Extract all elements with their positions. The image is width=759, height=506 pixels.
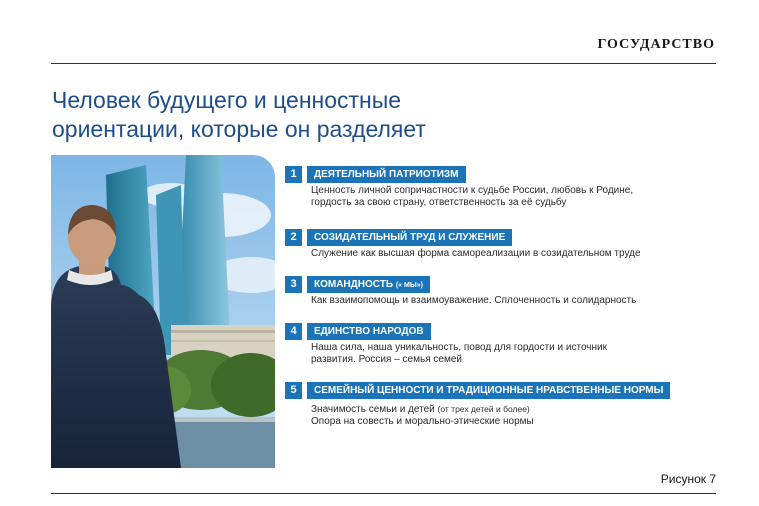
item-label: ДЕЯТЕЛЬНЫЙ ПАТРИОТИЗМ: [307, 166, 466, 183]
desc-line: Как взаимопомощь и взаимоуважение. Сплоченность и солидарность: [311, 295, 637, 306]
desc-line: развития. Россия – семья семей: [311, 354, 462, 365]
item-number: 5: [285, 382, 302, 399]
item-description: [311, 248, 721, 260]
figure-caption: Рисунок 7: [660, 472, 716, 486]
item-number: 3: [285, 276, 302, 293]
page-title: [52, 86, 512, 144]
item-label-suffix: (« МЫ»): [395, 282, 423, 289]
title-line-1: Человек будущего и ценностные: [52, 87, 402, 113]
desc-line: Наша сила, наша уникальность, повод для гордости и источник: [311, 342, 607, 353]
item-label: [307, 276, 430, 293]
item-description: [311, 403, 721, 428]
item-number: 4: [285, 323, 302, 340]
desc-line: Ценность личной сопричастности к судьбе России, любовь к Родине,: [311, 185, 634, 196]
top-rule: [51, 63, 716, 64]
item-label-text: КОМАНДНОСТЬ: [314, 279, 394, 290]
item-description: [311, 185, 721, 209]
desc-line: Служение как высшая форма самореализации в созидательном труде: [311, 248, 641, 259]
desc-text-small: (от трех детей и более): [437, 404, 530, 414]
bottom-rule: [51, 493, 716, 494]
item-label: ЕДИНСТВО НАРОДОВ: [307, 323, 431, 340]
section-header: ГОСУДАРСТВО: [597, 37, 715, 52]
item-number: 2: [285, 229, 302, 246]
desc-line: Опора на совесть и морально-этические нормы: [311, 416, 534, 427]
city-illustration: [51, 155, 275, 468]
title-line-2: ориентации, которые он разделяет: [52, 116, 426, 142]
item-label: СЕМЕЙНЫЙ ЦЕННОСТИ И ТРАДИЦИОННЫЕ НРАВСТВЕННЫЕ НОРМЫ: [307, 382, 670, 399]
city-photo: [51, 155, 275, 468]
desc-line: [311, 403, 721, 416]
item-label: СОЗИДАТЕЛЬНЫЙ ТРУД И СЛУЖЕНИЕ: [307, 229, 512, 246]
item-description: [311, 295, 721, 307]
item-description: [311, 342, 721, 366]
desc-text: Значимость семьи и детей: [311, 404, 435, 415]
desc-line: гордость за свою страну, ответственность за её судьбу: [311, 197, 567, 208]
item-number: 1: [285, 166, 302, 183]
